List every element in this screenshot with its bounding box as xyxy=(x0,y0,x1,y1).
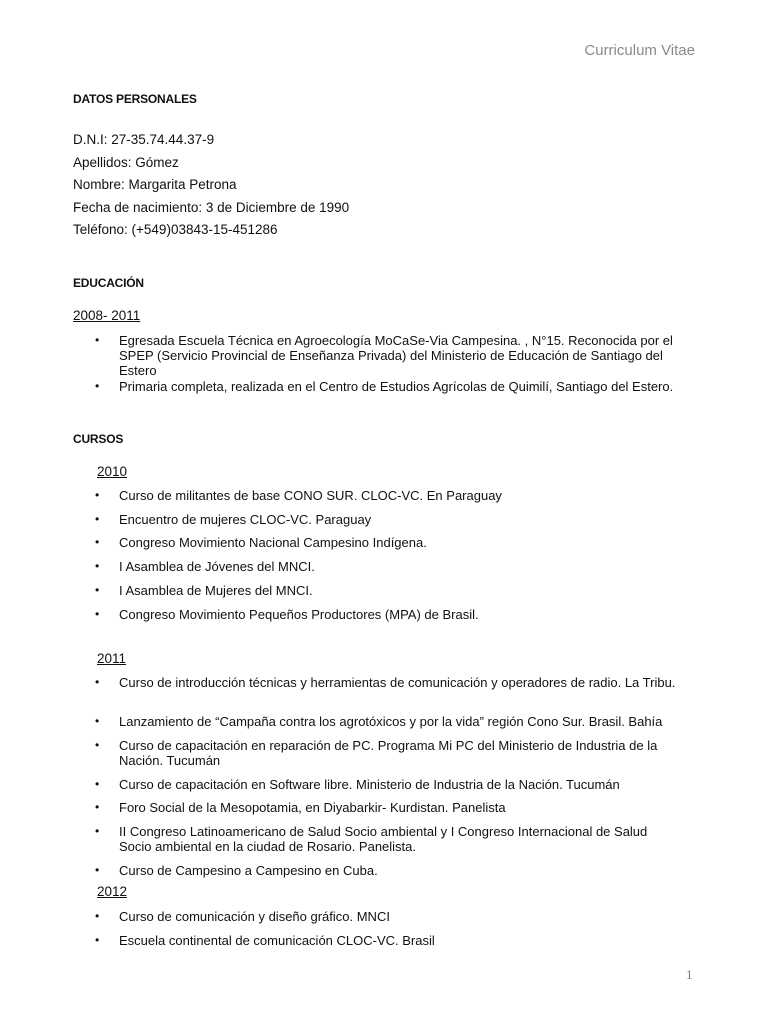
nacimiento-line: Fecha de nacimiento: 3 de Diciembre de 1990 xyxy=(73,200,350,215)
list-item: • Curso de comunicación y diseño gráfico. MNCI xyxy=(95,909,390,924)
list-item: • Encuentro de mujeres CLOC-VC. Paraguay xyxy=(95,512,372,527)
list-item: • Curso de capacitación en reparación de PC. Programa Mi PC del Ministerio de Industria de la Nación. Tucumán xyxy=(95,738,658,768)
list-item: • Curso de Campesino a Campesino en Cuba. xyxy=(95,863,378,878)
list-item: • Curso de militantes de base CONO SUR. CLOC-VC. En Paraguay xyxy=(95,488,502,503)
bullet-icon: • xyxy=(95,909,100,923)
bullet-icon: • xyxy=(95,535,100,549)
bullet-icon: • xyxy=(95,607,100,621)
list-item: • Primaria completa, realizada en el Centro de Estudios Agrícolas de Quimilí, Santiago del Estero. xyxy=(95,379,674,394)
educacion-heading: EDUCACIÓN xyxy=(73,276,144,290)
telefono-line: Teléfono: (+549)03843-15-451286 xyxy=(73,222,278,237)
bullet-icon: • xyxy=(95,583,100,597)
bullet-icon: • xyxy=(95,800,100,814)
dni-line: D.N.I: 27-35.74.44.37-9 xyxy=(73,132,215,147)
list-item: • II Congreso Latinoamericano de Salud Socio ambiental y I Congreso Internacional de Salud Socio ambiental en la ciudad de Rosario. Panelista. xyxy=(95,824,648,854)
personal-heading: DATOS PERSONALES xyxy=(73,92,197,106)
list-item: • Escuela continental de comunicación CLOC-VC. Brasil xyxy=(95,933,435,948)
educacion-period: 2008- 2011 xyxy=(73,308,141,323)
year-2012: 2012 xyxy=(97,884,128,899)
bullet-icon: • xyxy=(95,738,100,752)
list-item: • Foro Social de la Mesopotamia, en Diyabarkir- Kurdistan. Panelista xyxy=(95,800,506,815)
nombre-line: Nombre: Margarita Petrona xyxy=(73,177,237,192)
list-item: • I Asamblea de Jóvenes del MNCI. xyxy=(95,559,315,574)
bullet-icon: • xyxy=(95,824,100,838)
bullet-icon: • xyxy=(95,488,100,502)
header-title: Curriculum Vitae xyxy=(584,42,695,59)
list-item: • Egresada Escuela Técnica en Agroecología MoCaSe-Via Campesina. , N°15. Reconocida por el SPEP (Servicio Provincial de Enseñanza Privada) del Ministerio de Educación de Santiago del Estero xyxy=(95,333,673,378)
year-2010: 2010 xyxy=(97,464,128,479)
bullet-icon: • xyxy=(95,333,100,347)
list-item: • I Asamblea de Mujeres del MNCI. xyxy=(95,583,313,598)
page-number: 1 xyxy=(686,967,693,982)
bullet-icon: • xyxy=(95,379,100,393)
year-2011: 2011 xyxy=(97,651,127,666)
bullet-icon: • xyxy=(95,675,100,689)
bullet-icon: • xyxy=(95,714,100,728)
list-item: • Lanzamiento de “Campaña contra los agrotóxicos y por la vida” región Cono Sur. Brasil. Bahía xyxy=(95,714,663,729)
bullet-icon: • xyxy=(95,512,100,526)
bullet-icon: • xyxy=(95,933,100,947)
list-item: • Curso de capacitación en Software libre. Ministerio de Industria de la Nación. Tucumán xyxy=(95,777,620,792)
list-item: • Curso de introducción técnicas y herramientas de comunicación y operadores de radio. La Tribu. xyxy=(95,675,676,690)
apellidos-line: Apellidos: Gómez xyxy=(73,155,179,170)
bullet-icon: • xyxy=(95,559,100,573)
list-item: • Congreso Movimiento Nacional Campesino Indígena. xyxy=(95,535,427,550)
bullet-icon: • xyxy=(95,863,100,877)
bullet-icon: • xyxy=(95,777,100,791)
list-item: • Congreso Movimiento Pequeños Productores (MPA) de Brasil. xyxy=(95,607,479,622)
cursos-heading: CURSOS xyxy=(73,432,124,446)
